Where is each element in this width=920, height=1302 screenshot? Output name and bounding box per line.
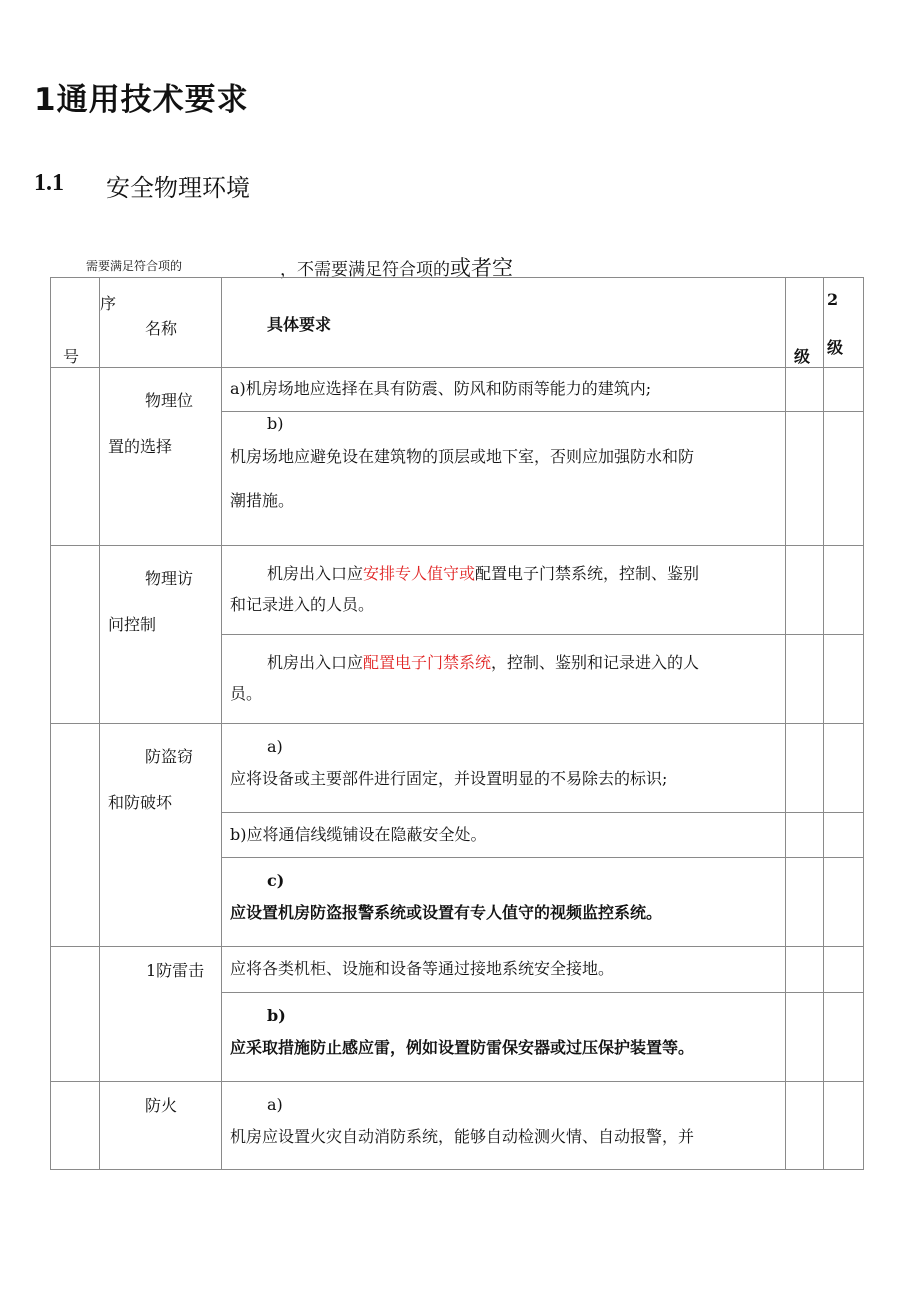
header-col-b-top: 2 [827, 290, 839, 309]
requirement-text: 应将设备或主要部件进行固定，并设置明显的不易除去的标识; [230, 769, 668, 788]
requirement-text-red: 安排专人值守或 [363, 564, 476, 583]
requirement-text: 应将各类机柜、设施和设备等通过接地系统安全接地。 [230, 959, 615, 978]
requirement-cell [222, 993, 786, 1082]
header-col-a [786, 278, 824, 368]
seq-cell [51, 546, 100, 724]
name-line-2: 问控制 [108, 615, 157, 634]
level-cell-b [824, 412, 864, 546]
name-cell [100, 947, 222, 1082]
name-cell [100, 724, 222, 947]
requirement-cell [222, 1082, 786, 1170]
table-row [51, 368, 864, 412]
requirement-text: ，控制、鉴别和记录进入的人 [491, 653, 700, 672]
requirement-text: 和记录进入的人员。 [230, 595, 375, 614]
table-header-row [51, 278, 864, 368]
requirement-cell [222, 858, 786, 947]
requirement-label: b) [267, 1006, 286, 1025]
level-cell-a [786, 368, 824, 412]
name-line-2: 和防破坏 [108, 793, 173, 812]
level-cell-a [786, 947, 824, 993]
requirement-text: a)机房场地应选择在具有防震、防风和防雨等能力的建筑内; [230, 379, 652, 398]
table-row [51, 724, 864, 813]
header-seq-bottom: 号 [63, 347, 80, 366]
header-requirement-label: 具体要求 [267, 315, 332, 334]
level-cell-b [824, 368, 864, 412]
level-cell-b [824, 1082, 864, 1170]
requirement-text: 应设置机房防盗报警系统或设置有专人值守的视频监控系统。 [230, 903, 663, 922]
table-row [51, 1082, 864, 1170]
note-part3-text: 或者空 [450, 256, 513, 280]
header-col-b [824, 278, 864, 368]
requirement-cell [222, 813, 786, 858]
heading-1: 1通用技术要求 [34, 82, 249, 118]
header-col-b-bottom: 级 [827, 338, 844, 357]
heading-2-number: 1.1 [34, 170, 64, 196]
seq-cell [51, 1082, 100, 1170]
requirement-cell [222, 724, 786, 813]
name-line-1: 防火 [145, 1096, 178, 1115]
name-cell [100, 1082, 222, 1170]
level-cell-a [786, 412, 824, 546]
requirement-text: 配置电子门禁系统，控制、鉴别 [475, 564, 700, 583]
note-part2-text: ，不需要满足符合项的 [280, 260, 450, 280]
requirement-text: b)应将通信线缆铺设在隐蔽安全处。 [230, 825, 487, 844]
requirement-text: 机房出入口应 [267, 653, 364, 672]
requirement-text: 机房应设置火灾自动消防系统，能够自动检测火情、自动报警，并 [230, 1127, 695, 1146]
note-part1: 需要满足符合项的 [86, 259, 183, 273]
header-name-label: 名称 [145, 319, 178, 338]
level-cell-a [786, 813, 824, 858]
requirement-label: a) [267, 1095, 283, 1114]
header-seq-top: 序 [100, 294, 117, 313]
heading-2 [34, 168, 250, 202]
requirement-text: 员。 [230, 684, 263, 703]
name-cell [100, 546, 222, 724]
header-name [100, 278, 222, 368]
requirements-table [50, 277, 864, 1170]
header-seq [51, 278, 100, 368]
requirement-cell [222, 368, 786, 412]
level-cell-b [824, 546, 864, 635]
level-cell-b [824, 858, 864, 947]
level-cell-a [786, 546, 824, 635]
requirement-line [230, 560, 777, 588]
level-cell-b [824, 947, 864, 993]
name-cell [100, 368, 222, 546]
level-cell-b [824, 635, 864, 724]
name-line-1: 防盗窃 [145, 747, 194, 766]
level-cell-a [786, 724, 824, 813]
requirement-cell [222, 412, 786, 546]
level-cell-a [786, 858, 824, 947]
name-line-2: 置的选择 [108, 437, 173, 456]
requirement-text: 潮措施。 [230, 491, 295, 510]
requirement-label: c) [267, 871, 285, 890]
level-cell-a [786, 1082, 824, 1170]
requirement-text: 机房出入口应 [267, 564, 364, 583]
requirement-cell [222, 947, 786, 993]
seq-cell [51, 947, 100, 1082]
requirement-text: 应采取措施防止感应雷，例如设置防雷保安器或过压保护装置等。 [230, 1038, 695, 1057]
table-row [51, 947, 864, 993]
requirement-text: 机房场地应避免设在建筑物的顶层或地下室，否则应加强防水和防 [230, 447, 695, 466]
level-cell-a [786, 993, 824, 1082]
requirement-cell [222, 546, 786, 635]
header-col-a-label: 级 [794, 347, 811, 366]
level-cell-b [824, 813, 864, 858]
requirement-line [230, 649, 777, 677]
level-cell-b [824, 993, 864, 1082]
header-requirement [222, 278, 786, 368]
table-row [51, 546, 864, 635]
requirement-cell [222, 635, 786, 724]
seq-cell [51, 724, 100, 947]
requirement-label: a) [267, 737, 283, 756]
level-cell-b [824, 724, 864, 813]
name-line-1: 物理访 [145, 569, 194, 588]
requirement-text-red: 配置电子门禁系统 [363, 653, 492, 672]
name-line-1: 物理位 [145, 391, 194, 410]
seq-cell [51, 368, 100, 546]
name-line-1: 1防雷击 [146, 961, 205, 980]
requirement-label: b) [267, 414, 284, 433]
heading-2-title: 安全物理环境 [106, 174, 250, 202]
level-cell-a [786, 635, 824, 724]
